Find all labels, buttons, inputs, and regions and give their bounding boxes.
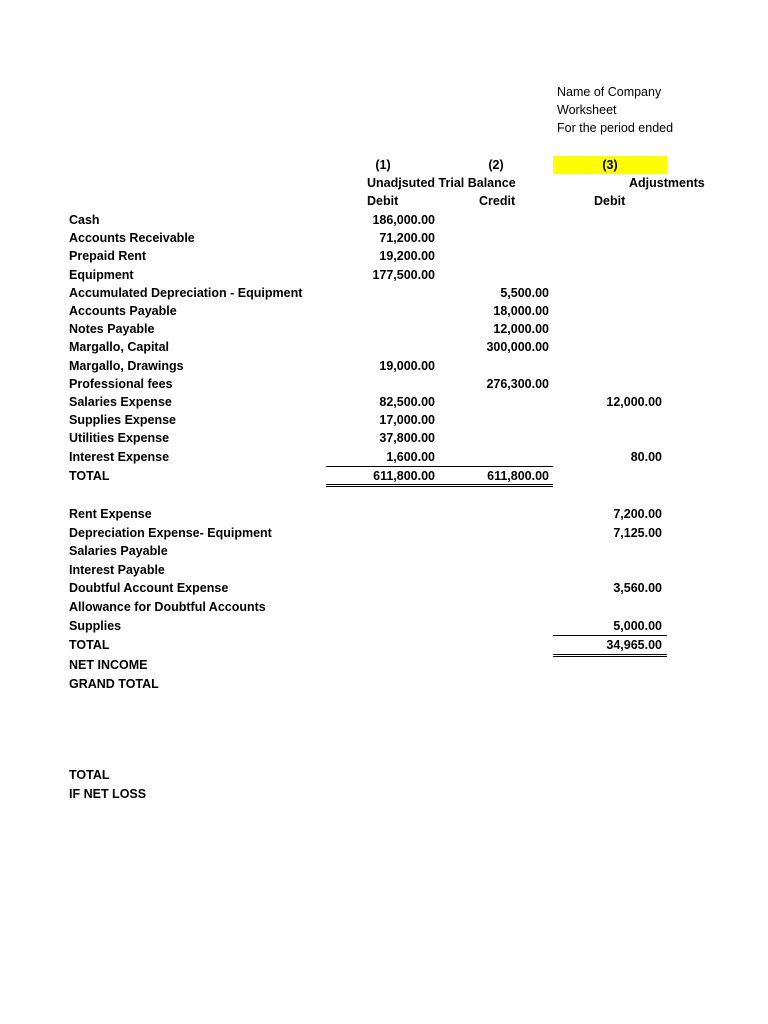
total-line-bottom-1: [326, 484, 553, 485]
account-label: Accumulated Depreciation - Equipment: [69, 285, 303, 300]
total3-label: TOTAL: [69, 768, 110, 782]
total2-line-bottom-2: [553, 656, 667, 657]
debit-value: 19,200.00: [379, 249, 435, 264]
account-label: Accounts Receivable: [69, 231, 195, 246]
adjustment-value: 7,200.00: [613, 507, 662, 521]
debit-value: 17,000.00: [379, 413, 435, 428]
account-label: Depreciation Expense- Equipment: [69, 525, 272, 540]
debit-value: 82,500.00: [379, 395, 435, 409]
debit-value: 1,600.00: [386, 449, 435, 464]
total-line-bottom-2: [326, 486, 553, 487]
credit-value: 300,000.00: [486, 340, 549, 355]
total1-debit: 611,800.00: [373, 469, 435, 483]
account-label: Accounts Payable: [69, 304, 177, 318]
col2-number: (2): [488, 158, 504, 172]
period-label: For the period ended: [557, 121, 674, 135]
total2-line-bottom-1: [553, 654, 667, 655]
adjustments-label: Adjustments: [629, 176, 705, 190]
account-label: Interest Expense: [69, 449, 170, 464]
col1-number: (1): [375, 158, 391, 172]
net-loss-label: IF NET LOSS: [69, 787, 147, 801]
account-label: Notes Payable: [69, 322, 155, 337]
grand-total-label: GRAND TOTAL: [69, 677, 159, 691]
account-label: Margallo, Drawings: [69, 358, 184, 373]
account-label: Supplies Expense: [69, 413, 176, 428]
account-label: Rent Expense: [69, 507, 152, 521]
adjustment-value: 5,000.00: [613, 618, 662, 633]
debit-value: 186,000.00: [372, 213, 435, 227]
total-line-top: [326, 466, 553, 467]
account-label: Equipment: [69, 267, 134, 282]
debit-value: 71,200.00: [379, 231, 435, 246]
account-label: Cash: [69, 213, 100, 227]
account-label: Salaries Payable: [69, 544, 168, 559]
adjustment-value: 80.00: [630, 449, 662, 464]
credit-value: 5,500.00: [500, 285, 549, 300]
worksheet-title: Worksheet: [557, 103, 617, 117]
total2-line-top: [553, 635, 667, 636]
credit-header: Credit: [479, 194, 516, 208]
debit-value: 19,000.00: [379, 358, 435, 373]
adjustment-value: 12,000.00: [606, 395, 662, 409]
account-label: Doubtful Account Expense: [69, 581, 229, 596]
account-label: Utilities Expense: [69, 431, 170, 446]
debit-value: 37,800.00: [379, 431, 435, 446]
total2-label: TOTAL: [69, 638, 110, 652]
adjustment-value: 3,560.00: [613, 581, 662, 596]
credit-value: 276,300.00: [486, 376, 549, 391]
col3-number: (3): [602, 158, 618, 172]
company-name: Name of Company: [557, 85, 662, 99]
trial-balance-label: Unadjsuted Trial Balance: [367, 176, 516, 190]
credit-value: 18,000.00: [493, 304, 549, 318]
adjustment-value: 7,125.00: [613, 525, 662, 540]
total1-label: TOTAL: [69, 469, 110, 483]
debit-header: Debit: [367, 194, 399, 208]
account-label: Salaries Expense: [69, 395, 172, 409]
account-label: Prepaid Rent: [69, 249, 147, 264]
credit-value: 12,000.00: [493, 322, 549, 337]
adj-debit-header: Debit: [594, 194, 626, 208]
account-label: Interest Payable: [69, 562, 165, 577]
account-label: Allowance for Doubtful Accounts: [69, 600, 266, 614]
account-label: Supplies: [69, 618, 122, 633]
debit-value: 177,500.00: [372, 267, 435, 282]
account-label: Professional fees: [69, 376, 173, 391]
total2-adj: 34,965.00: [606, 638, 662, 652]
total1-credit: 611,800.00: [487, 469, 549, 483]
net-income-label: NET INCOME: [69, 658, 148, 672]
account-label: Margallo, Capital: [69, 340, 170, 355]
